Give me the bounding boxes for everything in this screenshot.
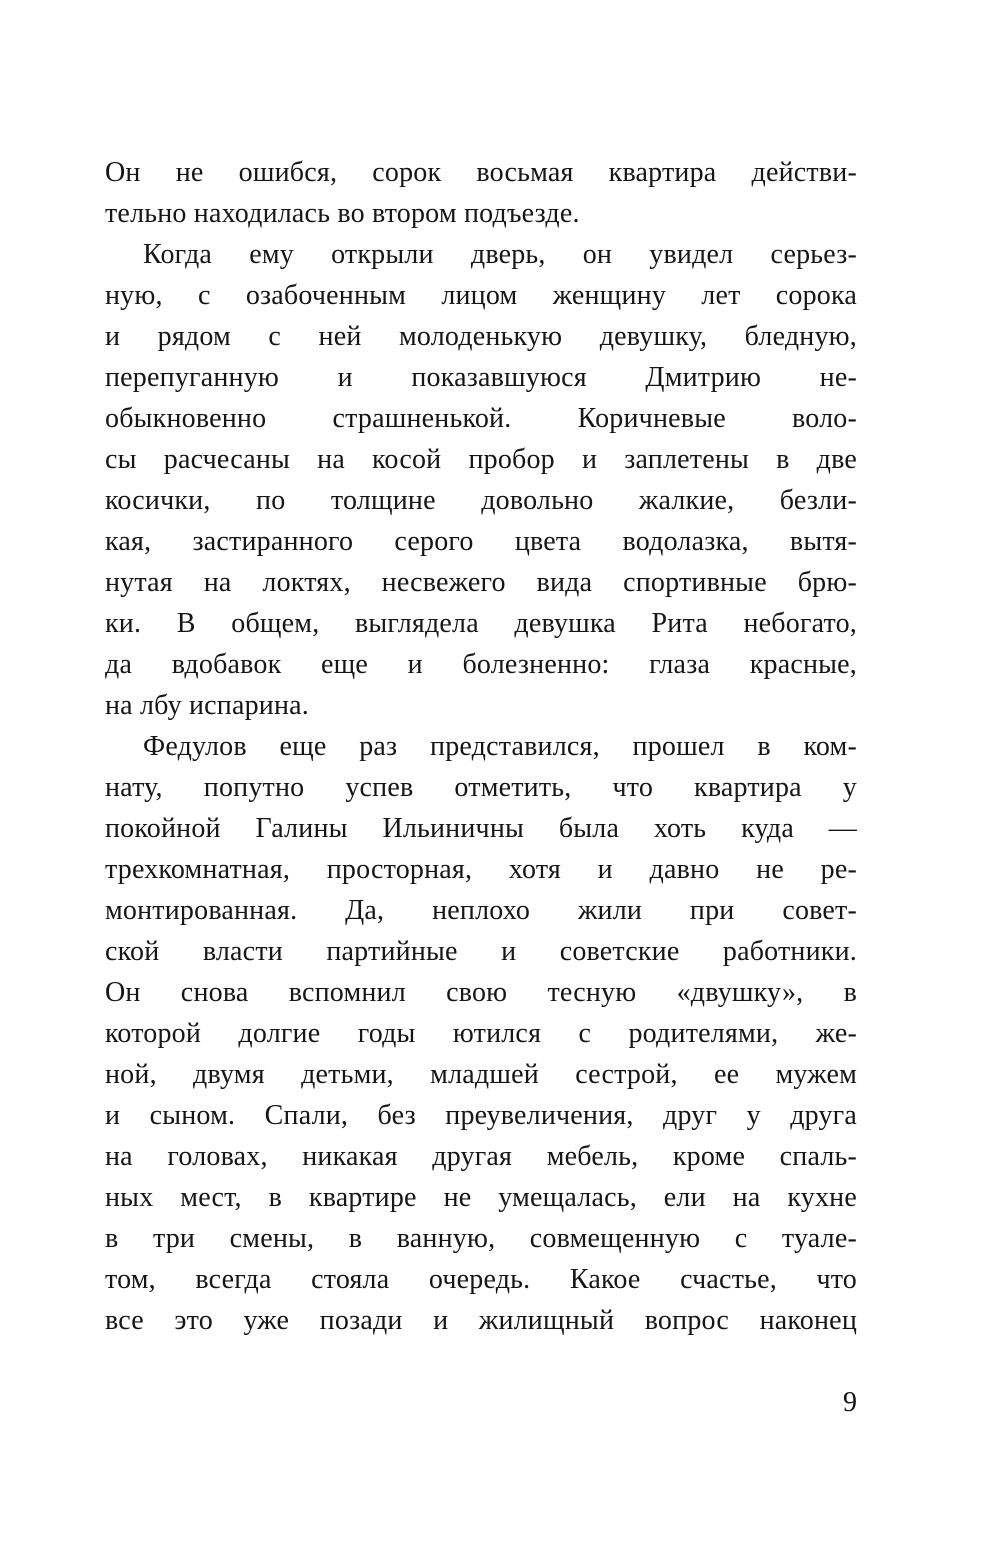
text-line: трехкомнатная, просторная, хотя и давно не ре- xyxy=(105,854,857,885)
text-line: которой долгие годы ютился с родителями, же- xyxy=(105,1018,857,1049)
text-line: ской власти партийные и советские работники. xyxy=(105,936,857,967)
text-line: перепуганную и показавшуюся Дмитрию не- xyxy=(105,362,857,393)
text-line: нату, попутно успев отметить, что квартира у xyxy=(105,772,857,803)
text-line: сы расчесаны на косой пробор и заплетены в две xyxy=(105,444,857,475)
text-line: на лбу испарина. xyxy=(105,690,309,721)
text-line: том, всегда стояла очередь. Какое счастье, что xyxy=(105,1264,857,1295)
paragraph xyxy=(105,234,857,726)
text-line: все это уже позади и жилищный вопрос наконец xyxy=(105,1305,857,1336)
text-line: ных мест, в квартире не умещалась, ели на кухне xyxy=(105,1182,857,1213)
text-line: Федулов еще раз представился, прошел в ком- xyxy=(143,731,857,762)
text-block xyxy=(105,152,857,1341)
text-line: в три смены, в ванную, совмещенную с туале- xyxy=(105,1223,857,1254)
text-line: кая, застиранного серого цвета водолазка, вытя- xyxy=(105,526,857,557)
text-line: ки. В общем, выглядела девушка Рита небогато, xyxy=(105,608,857,639)
text-line: и рядом с ней молоденькую девушку, бледную, xyxy=(105,321,857,352)
text-line: покойной Галины Ильиничны была хоть куда — xyxy=(105,813,857,844)
text-line: косички, по толщине довольно жалкие, безли- xyxy=(105,485,857,516)
text-line: ной, двумя детьми, младшей сестрой, ее мужем xyxy=(105,1059,857,1090)
text-line: монтированная. Да, неплохо жили при совет- xyxy=(105,895,857,926)
text-line: и сыном. Спали, без преувеличения, друг у друга xyxy=(105,1100,857,1131)
text-line: обыкновенно страшненькой. Коричневые воло- xyxy=(105,403,857,434)
text-line: Он снова вспомнил свою тесную «двушку», в xyxy=(105,977,857,1008)
text-line: да вдобавок еще и болезненно: глаза красные, xyxy=(105,649,857,680)
text-line: на головах, никакая другая мебель, кроме спаль- xyxy=(105,1141,857,1172)
paragraph xyxy=(105,726,857,1341)
text-line: ную, с озабоченным лицом женщину лет сорока xyxy=(105,280,857,311)
text-line: Он не ошибся, сорок восьмая квартира действи- xyxy=(105,157,857,188)
text-line: Когда ему открыли дверь, он увидел серьез- xyxy=(143,239,857,270)
text-line: тельно находилась во втором подъезде. xyxy=(105,198,580,229)
page-number: 9 xyxy=(843,1387,857,1418)
text-line: нутая на локтях, несвежего вида спортивные брю- xyxy=(105,567,857,598)
paragraph xyxy=(105,152,857,234)
